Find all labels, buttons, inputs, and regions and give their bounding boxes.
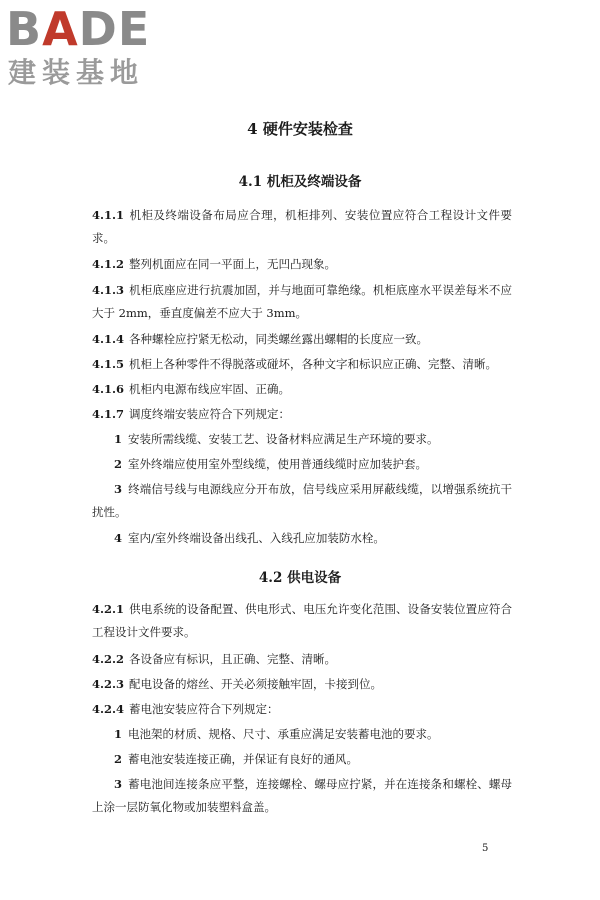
list-item: 1 安装所需线缆、安装工艺、设备材料应满足生产环境的要求。 [114, 432, 439, 446]
list-item: 2 室外终端应使用室外型线缆，使用普通线缆时应加装护套。 [114, 457, 428, 471]
clause-4-1-4: 4.1.4 各种螺栓应拧紧无松动，同类螺丝露出螺帽的长度应一致。 [92, 332, 429, 346]
chapter-title: 4 硬件安装检查 [247, 120, 353, 138]
section-heading-4-1: 4.1 机柜及终端设备 [238, 174, 362, 190]
clause-4-1-5: 4.1.5 机柜上各种零件不得脱落或碰坏，各种文字和标识应正确、完整、清晰。 [92, 357, 498, 371]
list-item: 3 蓄电池间连接条应平整，连接螺栓、螺母应拧紧，并在连接条和螺栓、螺母上涂一层防氧化物或加装塑料盒盖。 [92, 777, 512, 814]
clause-4-2-4: 4.2.4 蓄电池安装应符合下列规定： [92, 702, 279, 716]
clause-4-2-2: 4.2.2 各设备应有标识，且正确、完整、清晰。 [92, 652, 337, 666]
list-item: 1 电池架的材质、规格、尺寸、承重应满足安装蓄电池的要求。 [114, 727, 439, 741]
bade-logo [6, 2, 176, 98]
list-item: 3 终端信号线与电源线应分开布放，信号线应采用屏蔽线缆，以增强系统抗干扰性。 [92, 482, 512, 519]
section-heading-4-2: 4.2 供电设备 [258, 570, 342, 586]
list-item: 4 室内/室外终端设备出线孔、入线孔应加装防水栓。 [114, 531, 385, 545]
logo-subtitle: 建装基地 [8, 56, 145, 89]
clause-4-2-1: 4.2.1 供电系统的设备配置、供电形式、电压允许变化范围、设备安装位置应符合工程设计文件要求。 [92, 602, 512, 639]
clause-4-1-3: 4.1.3 机柜底座应进行抗震加固，并与地面可靠绝缘。机柜底座水平误差每米不应大于 2mm，垂直度偏差不应大于 3mm。 [92, 283, 512, 320]
page-number: 5 [482, 843, 489, 854]
clause-4-2-3: 4.2.3 配电设备的熔丝、开关必须接触牢固，卡接到位。 [92, 677, 383, 691]
clause-4-1-1: 4.1.1 机柜及终端设备布局应合理，机柜排列、安装位置应符合工程设计文件要求。 [92, 208, 512, 245]
clause-4-1-6: 4.1.6 机柜内电源布线应牢固、正确。 [92, 382, 291, 396]
logo-wordmark: BADE [6, 2, 151, 56]
clause-4-1-2: 4.1.2 整列机面应在同一平面上，无凹凸现象。 [92, 257, 337, 271]
clause-4-1-7: 4.1.7 调度终端安装应符合下列规定： [92, 407, 291, 421]
list-item: 2 蓄电池安装连接正确，并保证有良好的通风。 [114, 752, 359, 766]
